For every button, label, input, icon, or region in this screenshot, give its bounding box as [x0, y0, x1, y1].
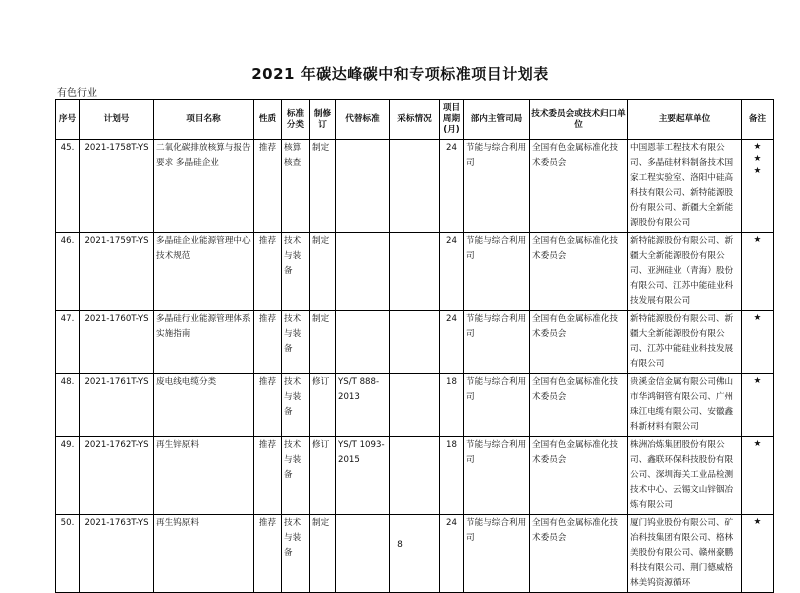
cell-plan-no: 2021-1760T-YS	[80, 311, 154, 374]
cell-period: 24	[440, 233, 464, 311]
header-revise: 制修订	[310, 100, 336, 140]
cell-revise: 制定	[310, 515, 336, 593]
cell-committee: 全国有色金属标准化技术委员会	[530, 437, 628, 515]
cell-note	[742, 140, 774, 233]
cell-revise: 修订	[310, 374, 336, 437]
cell-drafter: 厦门钨业股份有限公司、矿冶科技集团有限公司、格林美股份有限公司、赣州豪鹏科技有限公司、荆门德威格林美钨资源循环	[628, 515, 742, 593]
header-dept: 部内主管司局	[464, 100, 530, 140]
cell-dept: 节能与综合利用司	[464, 311, 530, 374]
cell-plan-no: 2021-1761T-YS	[80, 374, 154, 437]
cell-name: 废电线电缆分类	[154, 374, 254, 437]
cell-drafter: 株洲冶炼集团股份有限公司、鑫联环保科技股份有限公司、深圳海关工业品检测技术中心、云锡文山锌铟冶炼有限公司	[628, 437, 742, 515]
cell-name: 多晶硅行业能源管理体系实施指南	[154, 311, 254, 374]
cell-committee: 全国有色金属标准化技术委员会	[530, 311, 628, 374]
cell-drafter: 中国恩菲工程技术有限公司、多晶硅材料制备技术国家工程实验室、洛阳中硅高科技有限公司、新特能源股份有限公司、新疆大全新能源股份有限公司	[628, 140, 742, 233]
cell-seq: 46.	[56, 233, 80, 311]
cell-adopt	[390, 233, 440, 311]
cell-adopt	[390, 311, 440, 374]
cell-committee: 全国有色金属标准化技术委员会	[530, 233, 628, 311]
cell-note	[742, 233, 774, 311]
cell-dept: 节能与综合利用司	[464, 374, 530, 437]
cell-replace	[336, 311, 390, 374]
star-icon: ★	[753, 154, 762, 164]
header-drafter: 主要起草单位	[628, 100, 742, 140]
header-adopt: 采标情况	[390, 100, 440, 140]
star-icon: ★	[753, 235, 762, 245]
cell-period: 24	[440, 311, 464, 374]
cell-note	[742, 437, 774, 515]
header-note: 备注	[742, 100, 774, 140]
cell-dept: 节能与综合利用司	[464, 515, 530, 593]
cell-category: 技术与装备	[282, 311, 310, 374]
header-name: 项目名称	[154, 100, 254, 140]
cell-revise: 制定	[310, 311, 336, 374]
cell-period: 24	[440, 515, 464, 593]
cell-drafter: 贵溪金信金属有限公司佛山市华鸿铜管有限公司、广州珠江电缆有限公司、安徽鑫科新材料有限公司	[628, 374, 742, 437]
standards-table	[55, 99, 774, 593]
cell-name: 多晶硅企业能源管理中心技术规范	[154, 233, 254, 311]
cell-nature: 推荐	[254, 140, 282, 233]
cell-revise: 制定	[310, 140, 336, 233]
cell-name: 再生锌原料	[154, 437, 254, 515]
cell-note	[742, 515, 774, 593]
cell-nature: 推荐	[254, 515, 282, 593]
cell-replace	[336, 140, 390, 233]
cell-replace	[336, 233, 390, 311]
header-category: 标准分类	[282, 100, 310, 140]
header-nature: 性质	[254, 100, 282, 140]
cell-nature: 推荐	[254, 374, 282, 437]
star-icon: ★	[753, 313, 762, 323]
star-icon: ★	[753, 439, 762, 449]
cell-committee: 全国有色金属标准化技术委员会	[530, 515, 628, 593]
star-icon: ★	[753, 376, 762, 386]
table-row	[56, 374, 774, 437]
cell-revise: 修订	[310, 437, 336, 515]
cell-category: 技术与装备	[282, 233, 310, 311]
cell-plan-no: 2021-1758T-YS	[80, 140, 154, 233]
cell-note	[742, 311, 774, 374]
cell-category: 核算核查	[282, 140, 310, 233]
cell-nature: 推荐	[254, 437, 282, 515]
cell-adopt	[390, 515, 440, 593]
cell-replace	[336, 515, 390, 593]
cell-seq: 48.	[56, 374, 80, 437]
cell-replace: YS/T 888-2013	[336, 374, 390, 437]
table-row	[56, 515, 774, 593]
cell-drafter: 新特能源股份有限公司、新疆大全新能源股份有限公司、亚洲硅业（青海）股份有限公司、江苏中能硅业科技发展有限公司	[628, 233, 742, 311]
cell-name: 二氧化碳排放核算与报告要求 多晶硅企业	[154, 140, 254, 233]
cell-plan-no: 2021-1763T-YS	[80, 515, 154, 593]
table-row	[56, 311, 774, 374]
header-committee: 技术委员会或技术归口单位	[530, 100, 628, 140]
star-icon: ★	[753, 517, 762, 527]
page-number: 8	[397, 540, 403, 550]
header-period: 项目周期(月)	[440, 100, 464, 140]
cell-adopt	[390, 437, 440, 515]
star-icon: ★	[753, 166, 762, 176]
cell-committee: 全国有色金属标准化技术委员会	[530, 374, 628, 437]
cell-name: 再生钨原料	[154, 515, 254, 593]
cell-period: 18	[440, 374, 464, 437]
table-row	[56, 140, 774, 233]
cell-category: 技术与装备	[282, 374, 310, 437]
table-row	[56, 437, 774, 515]
cell-category: 技术与装备	[282, 515, 310, 593]
cell-plan-no: 2021-1762T-YS	[80, 437, 154, 515]
cell-seq: 45.	[56, 140, 80, 233]
cell-nature: 推荐	[254, 233, 282, 311]
cell-dept: 节能与综合利用司	[464, 140, 530, 233]
header-replace: 代替标准	[336, 100, 390, 140]
cell-seq: 47.	[56, 311, 80, 374]
cell-seq: 50.	[56, 515, 80, 593]
cell-category: 技术与装备	[282, 437, 310, 515]
cell-dept: 节能与综合利用司	[464, 437, 530, 515]
cell-adopt	[390, 374, 440, 437]
section-label: 有色行业	[57, 88, 97, 99]
cell-drafter: 新特能源股份有限公司、新疆大全新能源股份有限公司、江苏中能硅业科技发展有限公司	[628, 311, 742, 374]
cell-revise: 制定	[310, 233, 336, 311]
cell-replace: YS/T 1093-2015	[336, 437, 390, 515]
cell-period: 24	[440, 140, 464, 233]
cell-seq: 49.	[56, 437, 80, 515]
table-row	[56, 233, 774, 311]
cell-period: 18	[440, 437, 464, 515]
cell-dept: 节能与综合利用司	[464, 233, 530, 311]
cell-adopt	[390, 140, 440, 233]
page-title: 2021 年碳达峰碳中和专项标准项目计划表	[251, 65, 549, 83]
cell-plan-no: 2021-1759T-YS	[80, 233, 154, 311]
header-seq: 序号	[56, 100, 80, 140]
cell-note	[742, 374, 774, 437]
header-plan-no: 计划号	[80, 100, 154, 140]
cell-nature: 推荐	[254, 311, 282, 374]
star-icon: ★	[753, 142, 762, 152]
cell-committee: 全国有色金属标准化技术委员会	[530, 140, 628, 233]
table-header-row	[56, 100, 774, 140]
